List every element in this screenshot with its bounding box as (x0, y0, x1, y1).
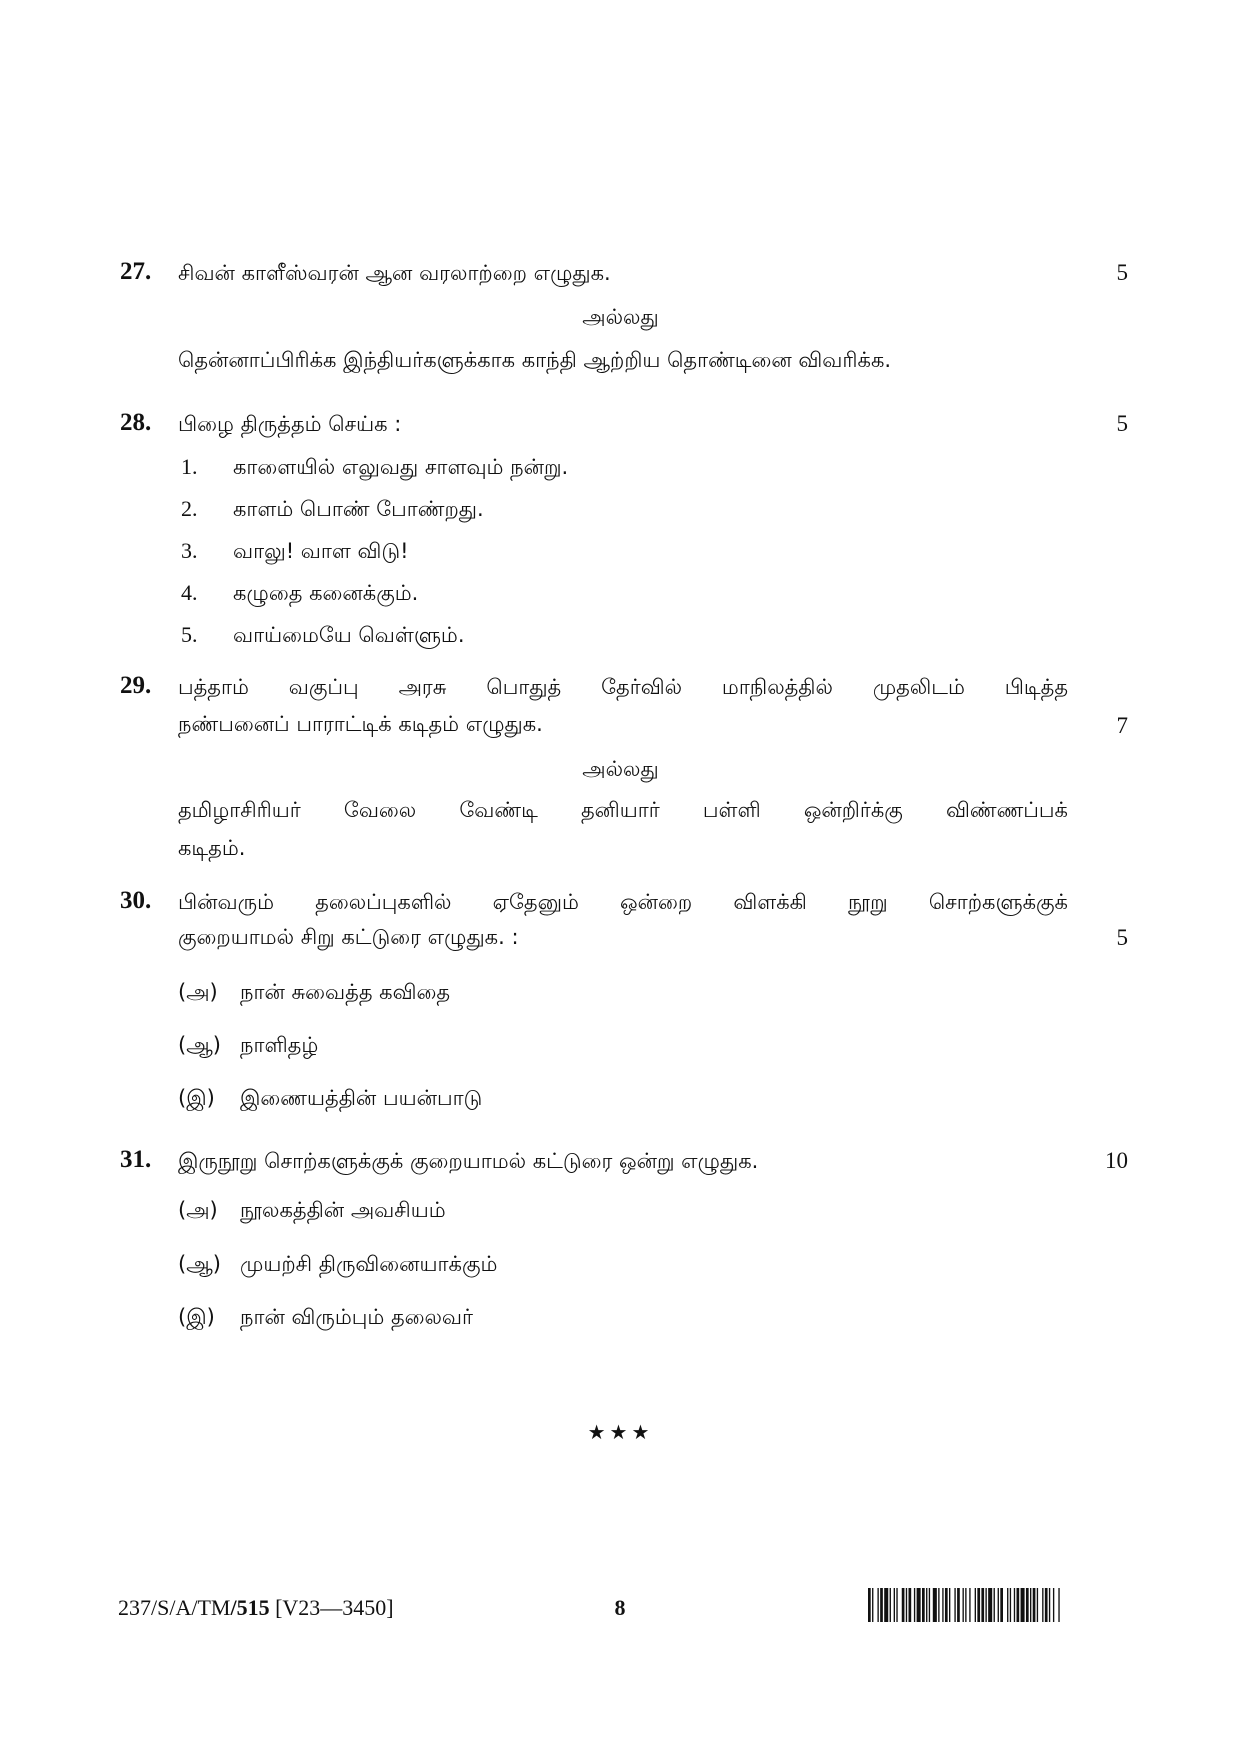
question-30-option-text: நான் சுவைத்த கவிதை (240, 980, 451, 1004)
question-28-item-number: 4. (181, 580, 198, 605)
question-31-number: 31. (120, 1146, 152, 1173)
question-31-option-label: (அ) (178, 1198, 218, 1222)
paper-version: [V23—3450] (275, 1595, 394, 1620)
page-number: 8 (614, 1595, 626, 1620)
question-27-alt-text: தென்னாப்பிரிக்க இந்தியர்களுக்காக காந்தி ஆற்றிய தொண்டினை விவரிக்க. (178, 348, 892, 372)
question-31-option-label: (இ) (178, 1305, 215, 1329)
question-30-option-label: (இ) (178, 1086, 215, 1110)
question-31-marks: 10 (1105, 1148, 1128, 1173)
question-28-item-number: 2. (181, 496, 198, 521)
question-28-marks: 5 (1116, 411, 1128, 436)
question-28-item-text: கழுதை கனைக்கும். (233, 581, 419, 605)
question-28-item-text: வாய்மையே வெள்ளும். (233, 623, 465, 647)
question-30-option-label: (ஆ) (178, 1033, 221, 1057)
question-31-option-text: நான் விரும்பும் தலைவர் (240, 1305, 473, 1329)
question-30-option-text: நாளிதழ் (240, 1033, 319, 1057)
question-28-item-number: 1. (181, 454, 198, 479)
question-29-or-label: அல்லது (582, 757, 659, 781)
paper-code (118, 1595, 394, 1621)
paper-code-prefix: 237/S/A/TM (118, 1595, 231, 1620)
question-31-text: இருநூறு சொற்களுக்குக் குறையாமல் கட்டுரை ஒன்று எழுதுக. (178, 1149, 759, 1173)
question-28-item-number: 5. (181, 622, 198, 647)
question-30-option-label: (அ) (178, 980, 218, 1004)
question-29-line-1: பத்தாம் வகுப்பு அரசு பொதுத் தேர்வில் மாநிலத்தில் முதலிடம் பிடித்த (178, 675, 1068, 699)
question-31-option-label: (ஆ) (178, 1252, 221, 1276)
question-29-line-2: நண்பனைப் பாராட்டிக் கடிதம் எழுதுக. (178, 712, 543, 736)
question-31-option-text: நூலகத்தின் அவசியம் (240, 1198, 446, 1222)
question-27-number: 27. (120, 258, 152, 285)
question-28-text: பிழை திருத்தம் செய்க : (178, 412, 402, 436)
question-28-item-number: 3. (181, 538, 198, 563)
question-29-marks: 7 (1116, 713, 1128, 738)
question-28-item-text: காளையில் எலுவது சாளவும் நன்று. (233, 455, 569, 479)
question-28-number: 28. (120, 409, 152, 436)
question-27-text: சிவன் காளீஸ்வரன் ஆன வரலாற்றை எழுதுக. (178, 261, 611, 285)
barcode-image (868, 1588, 1130, 1622)
question-28-item-text: வாலு! வாள விடு! (233, 539, 409, 563)
question-29-number: 29. (120, 672, 152, 699)
end-of-paper-stars: ★★★ (587, 1420, 654, 1444)
question-27-or-label: அல்லது (582, 305, 659, 329)
question-29-alt-line-2: கடிதம். (178, 836, 246, 860)
question-30-number: 30. (120, 887, 152, 914)
question-31-option-text: முயற்சி திருவினையாக்கும் (240, 1252, 498, 1276)
question-30-marks: 5 (1116, 925, 1128, 950)
question-30-line-2: குறையாமல் சிறு கட்டுரை எழுதுக. : (178, 925, 519, 949)
question-30-line-1: பின்வரும் தலைப்புகளில் ஏதேனும் ஒன்றை விளக்கி நூறு சொற்களுக்குக் (178, 890, 1068, 914)
question-30-option-text: இணையத்தின் பயன்பாடு (240, 1086, 483, 1110)
question-27-marks: 5 (1116, 260, 1128, 285)
question-29-alt-line-1: தமிழாசிரியர் வேலை வேண்டி தனியார் பள்ளி ஒன்றிர்க்கு விண்ணப்பக் (178, 798, 1068, 822)
question-28-item-text: காளம் பொண் போண்றது. (233, 497, 484, 521)
paper-code-number: /515 (230, 1595, 270, 1620)
